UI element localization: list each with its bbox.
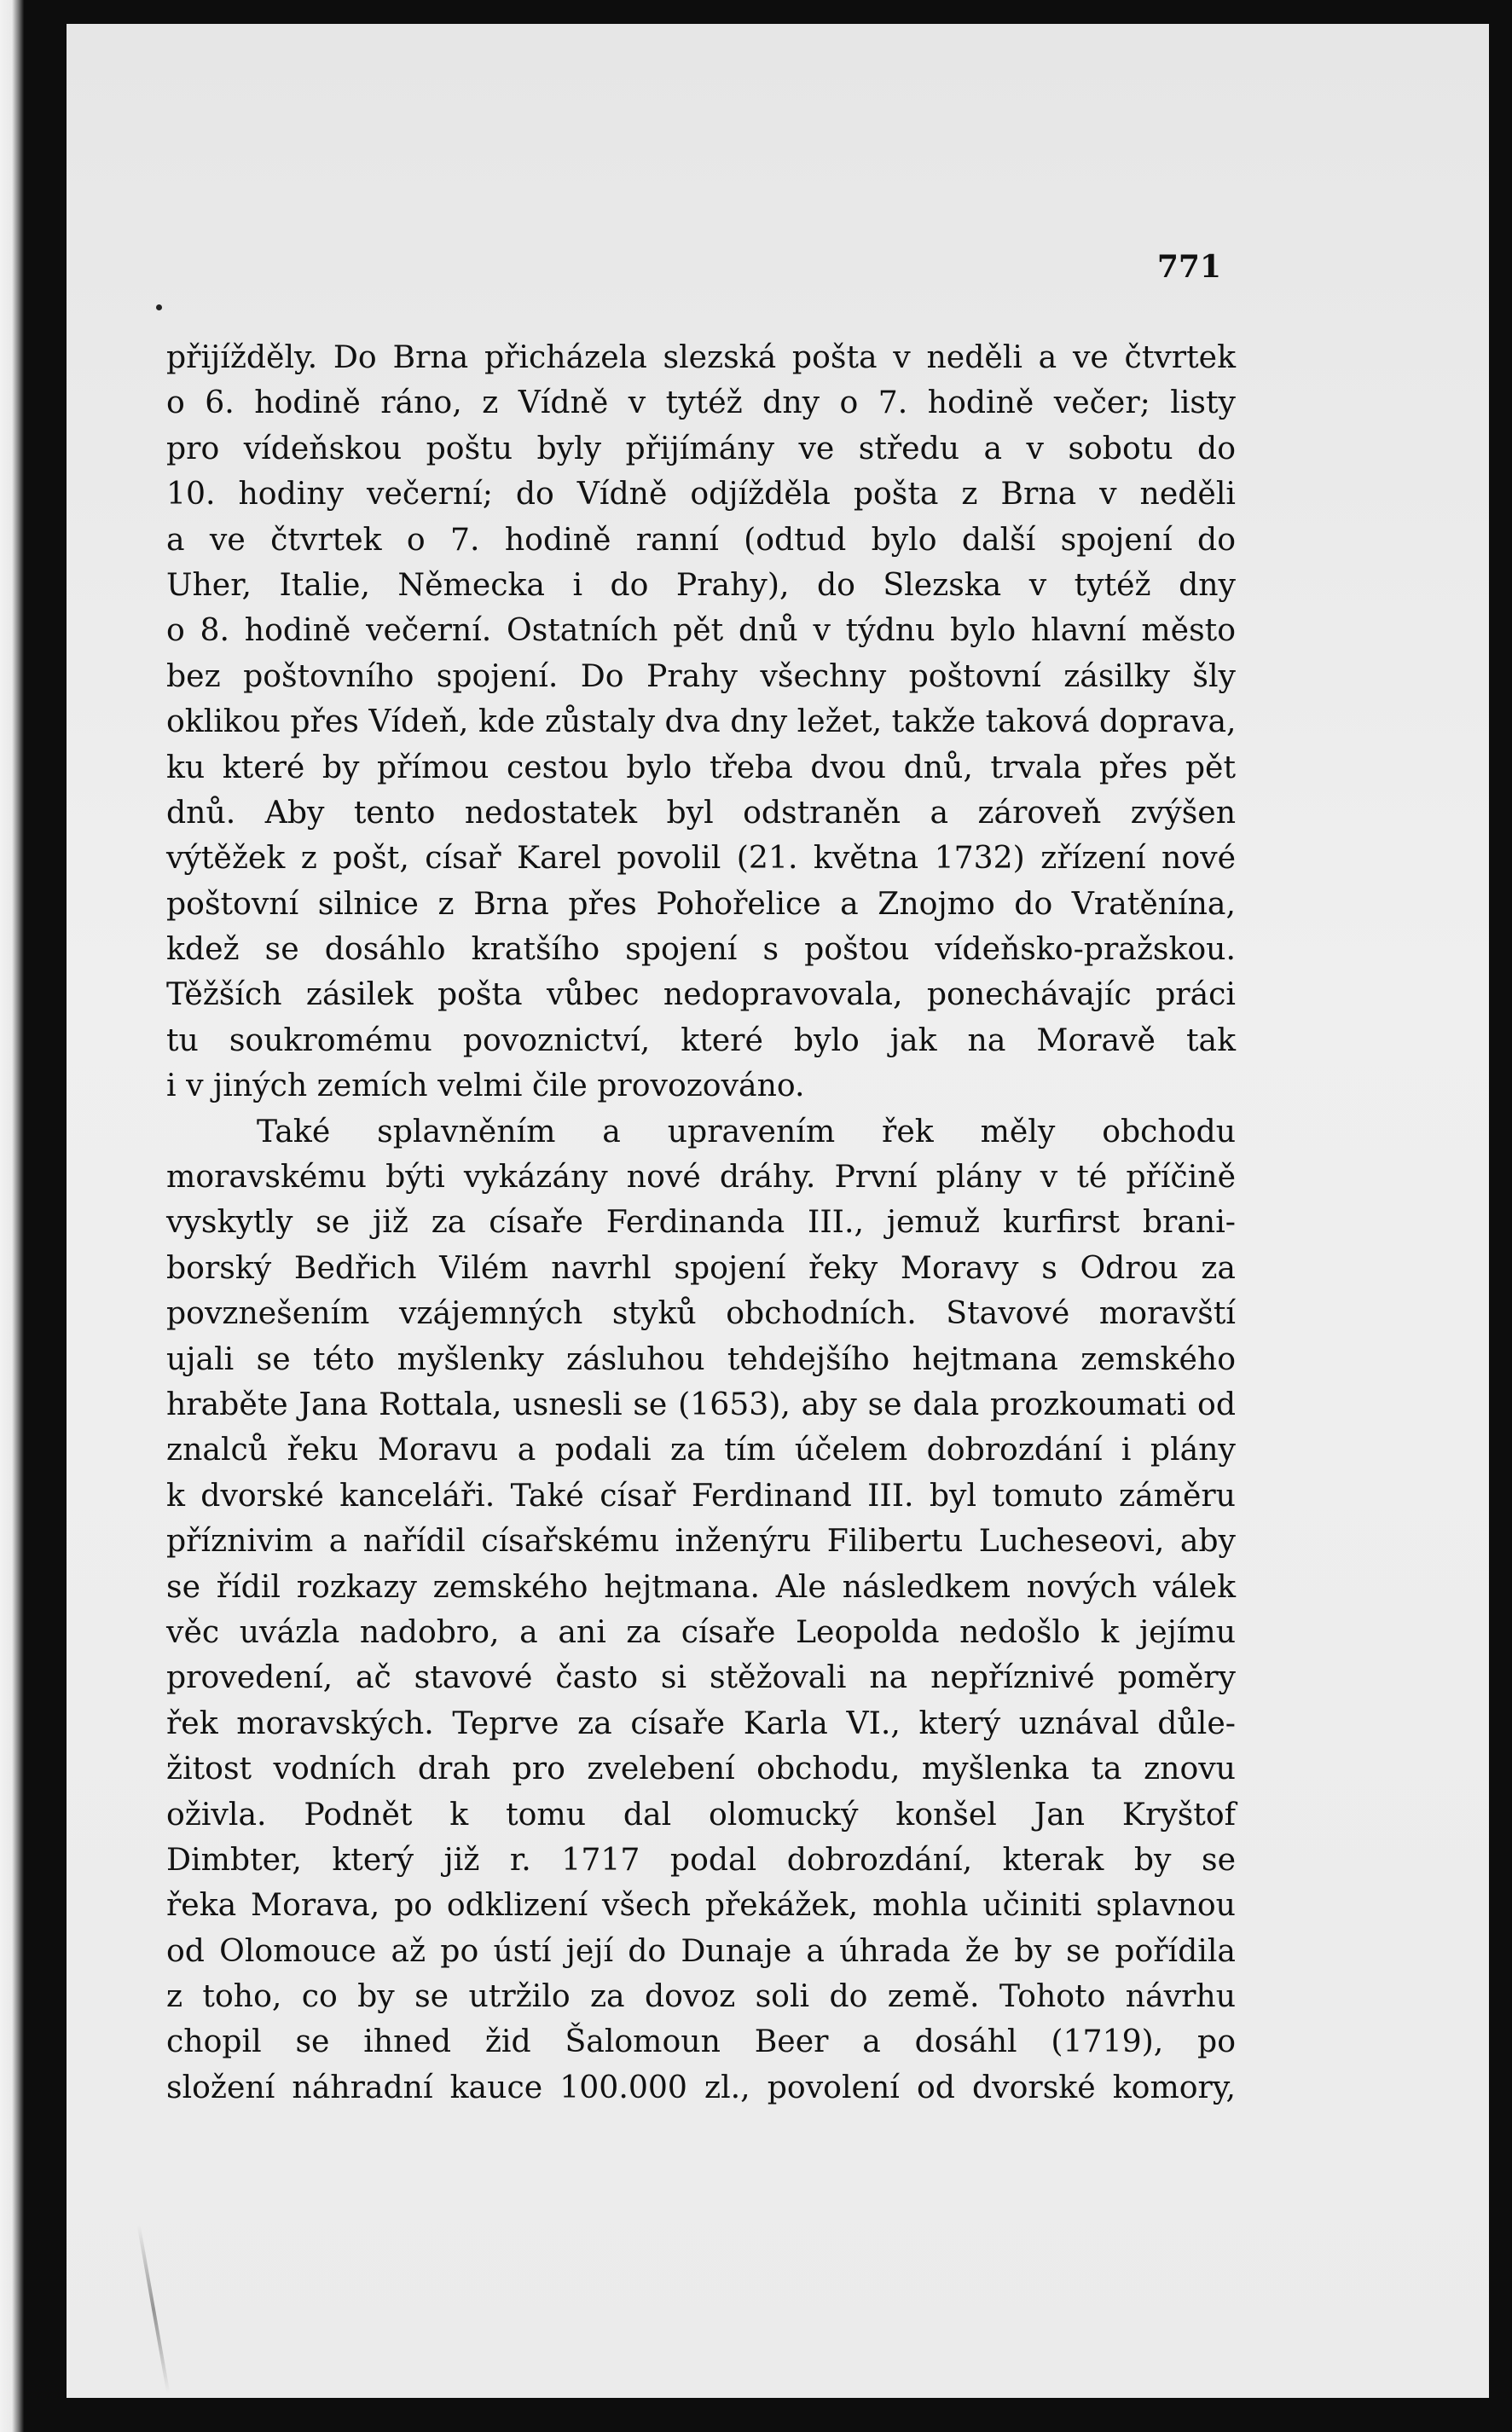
text-line: pro vídeňskou poštu byly přijímány ve středu a v sobotu do [166, 429, 1236, 466]
text-line: bez poštovního spojení. Do Prahy všechny poštovní zásilky šly [166, 657, 1236, 694]
text-line: řek moravských. Teprve za císaře Karla VI., který uznával důle- [166, 1704, 1236, 1741]
page-number: 771 [1156, 249, 1221, 285]
text-line: borský Bedřich Vilém navrhl spojení řeky Moravy s Odrou za [166, 1248, 1236, 1286]
paper-crease [137, 2225, 171, 2394]
text-line: příznivim a nařídil císařskému inženýru Filibertu Lucheseovi, aby [166, 1522, 1236, 1560]
text-line: ujali se této myšlenky zásluhou tehdejšího hejtmana zemského [166, 1340, 1236, 1377]
text-line: řeka Morava, po odklizení všech překážek, mohla učiniti splavnou [166, 1886, 1236, 1924]
text-line: k dvorské kanceláři. Také císař Ferdinand III. byl tomuto záměru [166, 1476, 1236, 1514]
text-line: poštovní silnice z Brna přes Pohořelice a Znojmo do Vratěnína, [166, 884, 1236, 922]
text-line: o 8. hodině večerní. Ostatních pět dnů v týdnu bylo hlavní město [166, 611, 1236, 649]
text-line: věc uvázla nadobro, a ani za císaře Leopolda nedošlo k jejímu [166, 1613, 1236, 1650]
text-line: vyskytly se již za císaře Ferdinanda III., jemuž kurfirst brani- [166, 1203, 1236, 1241]
text-line: a ve čtvrtek o 7. hodině ranní (odtud bylo další spojení do [166, 520, 1236, 558]
text-line: moravskému býti vykázány nové dráhy. První plány v té příčině [166, 1158, 1236, 1196]
text-line: ku které by přímou cestou bylo třeba dvou dnů, trvala přes pět [166, 748, 1236, 785]
text-line: hraběte Jana Rottala, usnesli se (1653), aby se dala prozkoumati od [166, 1385, 1236, 1422]
text-line: Těžších zásilek pošta vůbec nedopravovala, ponechávajíc práci [166, 976, 1236, 1013]
text-line: dnů. Aby tento nedostatek byl odstraněn a zároveň zvýšen [166, 793, 1236, 831]
text-line: oživla. Podnět k tomu dal olomucký konšel Jan Kryštof [166, 1795, 1236, 1833]
text-line: Uher, Italie, Německa i do Prahy), do Slezska v tytéž dny [166, 565, 1236, 603]
text-line: z toho, co by se utržilo za dovoz soli do země. Tohoto návrhu [166, 1977, 1236, 2015]
body-text [166, 334, 1236, 2110]
text-line: 10. hodiny večerní; do Vídně odjížděla pošta z Brna v neděli [166, 475, 1236, 512]
text-line-paragraph-start: Také splavněním a upravením řek měly obchodu [257, 1112, 1236, 1149]
previous-page-edge [0, 0, 24, 2432]
text-line: oklikou přes Vídeň, kde zůstaly dva dny ležet, takže taková doprava, [166, 703, 1237, 740]
text-line: složení náhradní kauce 100.000 zl., povolení od dvorské komory, [166, 2068, 1236, 2105]
text-line: povznešením vzájemných styků obchodních. Stavové moravští [166, 1294, 1236, 1332]
text-line: o 6. hodině ráno, z Vídně v tytéž dny o 7. hodině večer; listy [166, 384, 1236, 421]
text-line: znalců řeku Moravu a podali za tím účelem dobrozdání i plány [166, 1431, 1236, 1468]
text-line: přijížděly. Do Brna přicházela slezská pošta v neděli a ve čtvrtek [166, 339, 1236, 375]
text-line: výtěžek z pošt, císař Karel povolil (21. května 1732) zřízení nové [166, 839, 1236, 877]
text-line-paragraph-end: i v jiných zemích velmi čile provozováno. [166, 1067, 805, 1104]
text-line: Dimbter, který již r. 1717 podal dobrozdání, kterak by se [166, 1840, 1236, 1878]
text-line: provedení, ač stavové často si stěžovali na nepříznivé poměry [166, 1659, 1236, 1696]
text-line: žitost vodních drah pro zvelebení obchodu, myšlenka ta znovu [166, 1750, 1236, 1787]
text-line: se řídil rozkazy zemského hejtmana. Ale následkem nových válek [166, 1567, 1236, 1605]
text-line: kdež se dosáhlo kratšího spojení s poštou vídeňsko-pražskou. [166, 930, 1236, 968]
text-line: tu soukromému povoznictví, které bylo jak na Moravě tak [166, 1021, 1236, 1058]
text-line: od Olomouce až po ústí její do Dunaje a úhrada že by se pořídila [166, 1931, 1236, 1969]
text-line: chopil se ihned žid Šalomoun Beer a dosáhl (1719), po [166, 2023, 1236, 2060]
ink-speck [156, 304, 162, 310]
